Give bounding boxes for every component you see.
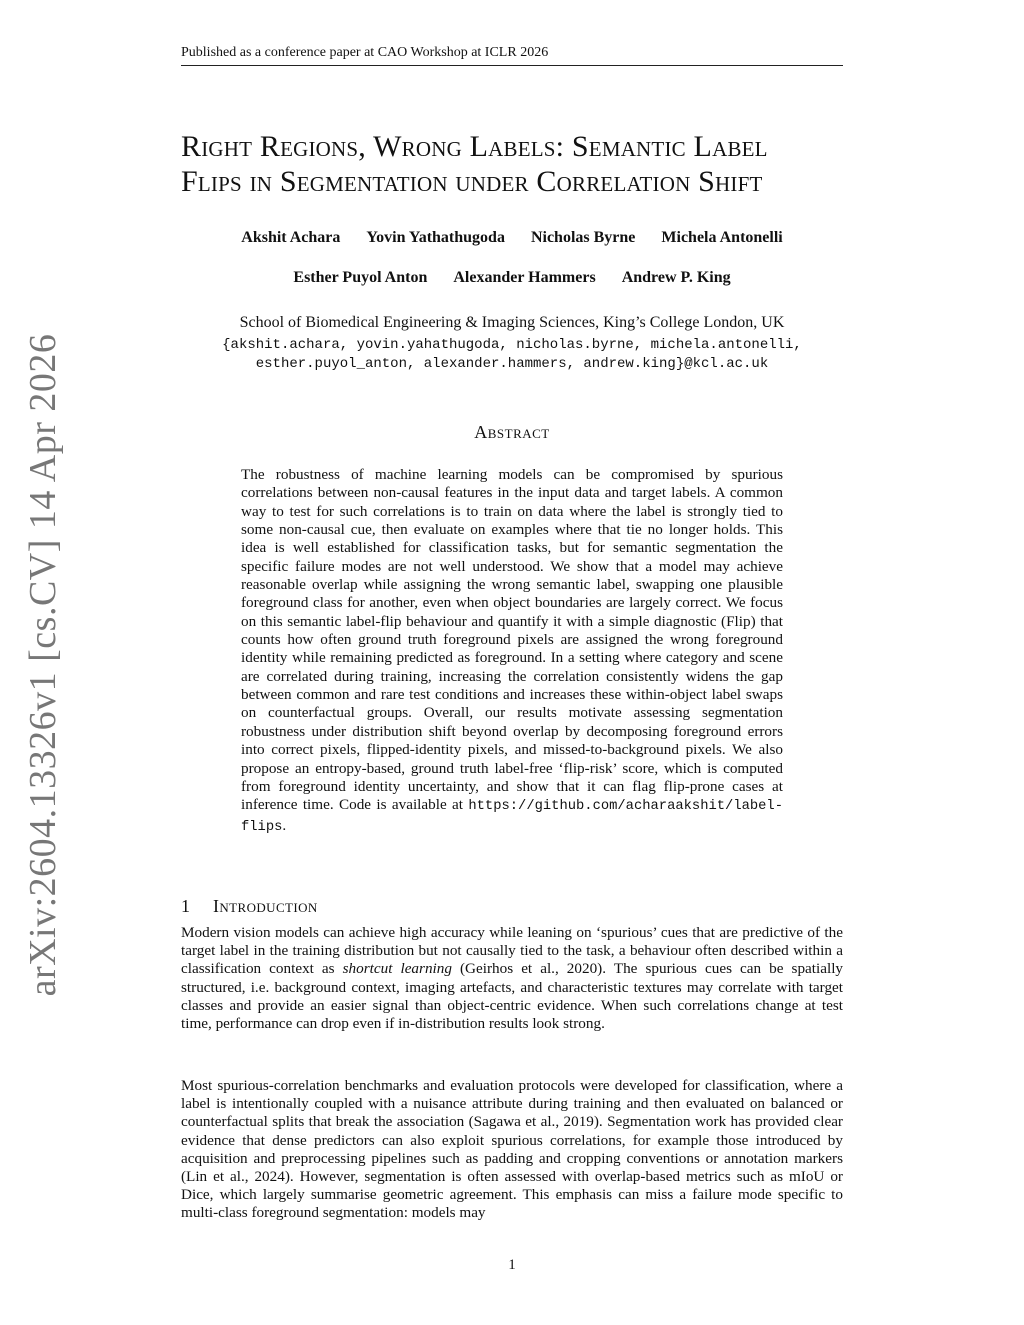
intro-p1-text: Modern vision models can achieve high accuracy while leaning on ‘spurious’ cues that are predictive of the target label in the training distribution but not causally tied to the task, a behaviour often described within a classification context as xyxy=(181,924,843,978)
author-emails xyxy=(181,336,843,374)
email-line-1: {akshit.achara, yovin.yahathugoda, nicholas.byrne, michela.antonelli, xyxy=(222,337,802,353)
section-number: 1 xyxy=(181,896,190,916)
abstract-body: The robustness of machine learning models can be compromised by spurious correlations between non-causal features in the input data and target labels. A common way to test for such correlations is to train on data where the label is strongly tied to some non-causal cue, then evaluate on examples where that tie no longer holds. This idea is well established for classification tasks, but for semantic segmentation the specific failure modes are not well understood. We show that a model may achieve reasonable overlap while assigning the wrong semantic label, swapping one plausible foreground class for another, even when object boundaries are largely correct. We focus on this semantic label-flip behaviour and quantify it with a simple diagnostic (Flip) that counts how often ground truth foreground pixels are assigned the wrong foreground identity while remaining predicted as foreground. In a setting where category and scene are correlated during training, increasing the correlation consistently widens the gap between common and rare test conditions and increases these within-object label swaps on counterfactual groups. Overall, our results motivate assessing segmentation robustness under distribution shift beyond overlap by decomposing foreground errors into correct pixels, flipped-identity pixels, and missed-to-background pixels. We also propose an entropy-based, ground truth label-free ‘flip-risk’ score, which is computed from foreground identity uncertainty, and show that it can flag flip-prone cases at inference time. Code is available at https://github.com/acharaakshit/label-flips. xyxy=(241,466,783,835)
intro-paragraph-2: Most spurious-correlation benchmarks and evaluation protocols were developed for classification, where a label is intentionally coupled with a nuisance attribute during training and then evaluated on balanced or counterfactual splits that break the association (Sagawa et al., 2019). Segmentation work has provided clear evidence that dense predictors can also exploit spurious correlations, for example those introduced by acquisition and preprocessing pipelines such as padding and cropping conventions or annotation markers (Lin et al., 2024). However, segmentation is often assessed with overlap-based metrics such as mIoU or Dice, which largely summarise geometric agreement. This emphasis can miss a failure mode specific to multi-class foreground segmentation: models may xyxy=(181,1077,843,1222)
section-heading-introduction xyxy=(181,896,318,917)
author-name: Esther Puyol Anton xyxy=(293,269,428,286)
shortcut-learning-term: shortcut learning xyxy=(342,960,452,978)
affiliation: School of Biomedical Engineering & Imaging Sciences, King’s College London, UK xyxy=(239,314,785,331)
author-name: Michela Antonelli xyxy=(661,229,783,246)
author-name: Alexander Hammers xyxy=(453,269,596,286)
author-name: Akshit Achara xyxy=(241,229,341,246)
author-row-1 xyxy=(181,228,843,248)
running-header: Published as a conference paper at CAO Workshop at ICLR 2026 xyxy=(181,44,843,66)
section-title: Introduction xyxy=(213,896,318,916)
abstract-text: The robustness of machine learning models can be compromised by spurious correlations between non-causal features in the input data and target labels. A common way to test for such correlations is to train on data where the label is strongly tied to some non-causal cue, then evaluate on examples where that tie no longer holds. This idea is well established for classification tasks, but for semantic segmentation the specific failure modes are not well understood. We show that a model may achieve reasonable overlap while assigning the wrong semantic label, swapping one plausible foreground class for another, even when object boundaries are largely correct. We focus on this semantic label-flip behaviour and quantify it with a simple diagnostic (Flip) that counts how often ground truth foreground pixels are assigned the wrong foreground identity while remaining predicted as foreground. In a setting where category and scene are correlated during training, increasing the correlation consistently widens the gap between common and rare test conditions and increases these within-object label swaps on counterfactual groups. Overall, our results motivate assessing segmentation robustness under distribution shift beyond overlap by decomposing foreground errors into correct pixels, flipped-identity pixels, and missed-to-background pixels. We also propose an entropy-based, ground truth label-free ‘flip-risk’ score, which is computed from foreground identity uncertainty, and show that it can flag flip-prone cases at inference time. Code is available at xyxy=(241,466,783,814)
page-number: 1 xyxy=(508,1257,516,1273)
intro-p1-text-cont: (Geirhos et al., 2020). The spurious cues can be spatially structured, i.e. background context, imaging artefacts, and characteristic textures may correlate with target classes and provide an easier signal than object-centric evidence. When such correlations change at test time, performance can drop even if in-distribution results look strong. xyxy=(181,960,844,1033)
code-link[interactable]: https://github.com/acharaakshit/label-flips xyxy=(241,799,783,835)
title-line-2: Flips in Segmentation under Correlation Shift xyxy=(181,165,763,198)
author-row-2 xyxy=(181,268,843,288)
paper-title xyxy=(181,129,861,199)
arxiv-identifier[interactable]: arXiv:2604.13326v1 [cs.CV] 14 Apr 2026 xyxy=(22,333,64,997)
author-name: Andrew P. King xyxy=(621,269,731,286)
author-name: Yovin Yathathugoda xyxy=(366,229,505,246)
intro-paragraph-1 xyxy=(181,924,843,1033)
abstract-heading: Abstract xyxy=(474,422,550,442)
title-line-1: Right Regions, Wrong Labels: Semantic Label xyxy=(181,130,768,163)
author-name: Nicholas Byrne xyxy=(530,229,636,246)
email-line-2: esther.puyol_anton, alexander.hammers, andrew.king}@kcl.ac.uk xyxy=(255,356,769,372)
